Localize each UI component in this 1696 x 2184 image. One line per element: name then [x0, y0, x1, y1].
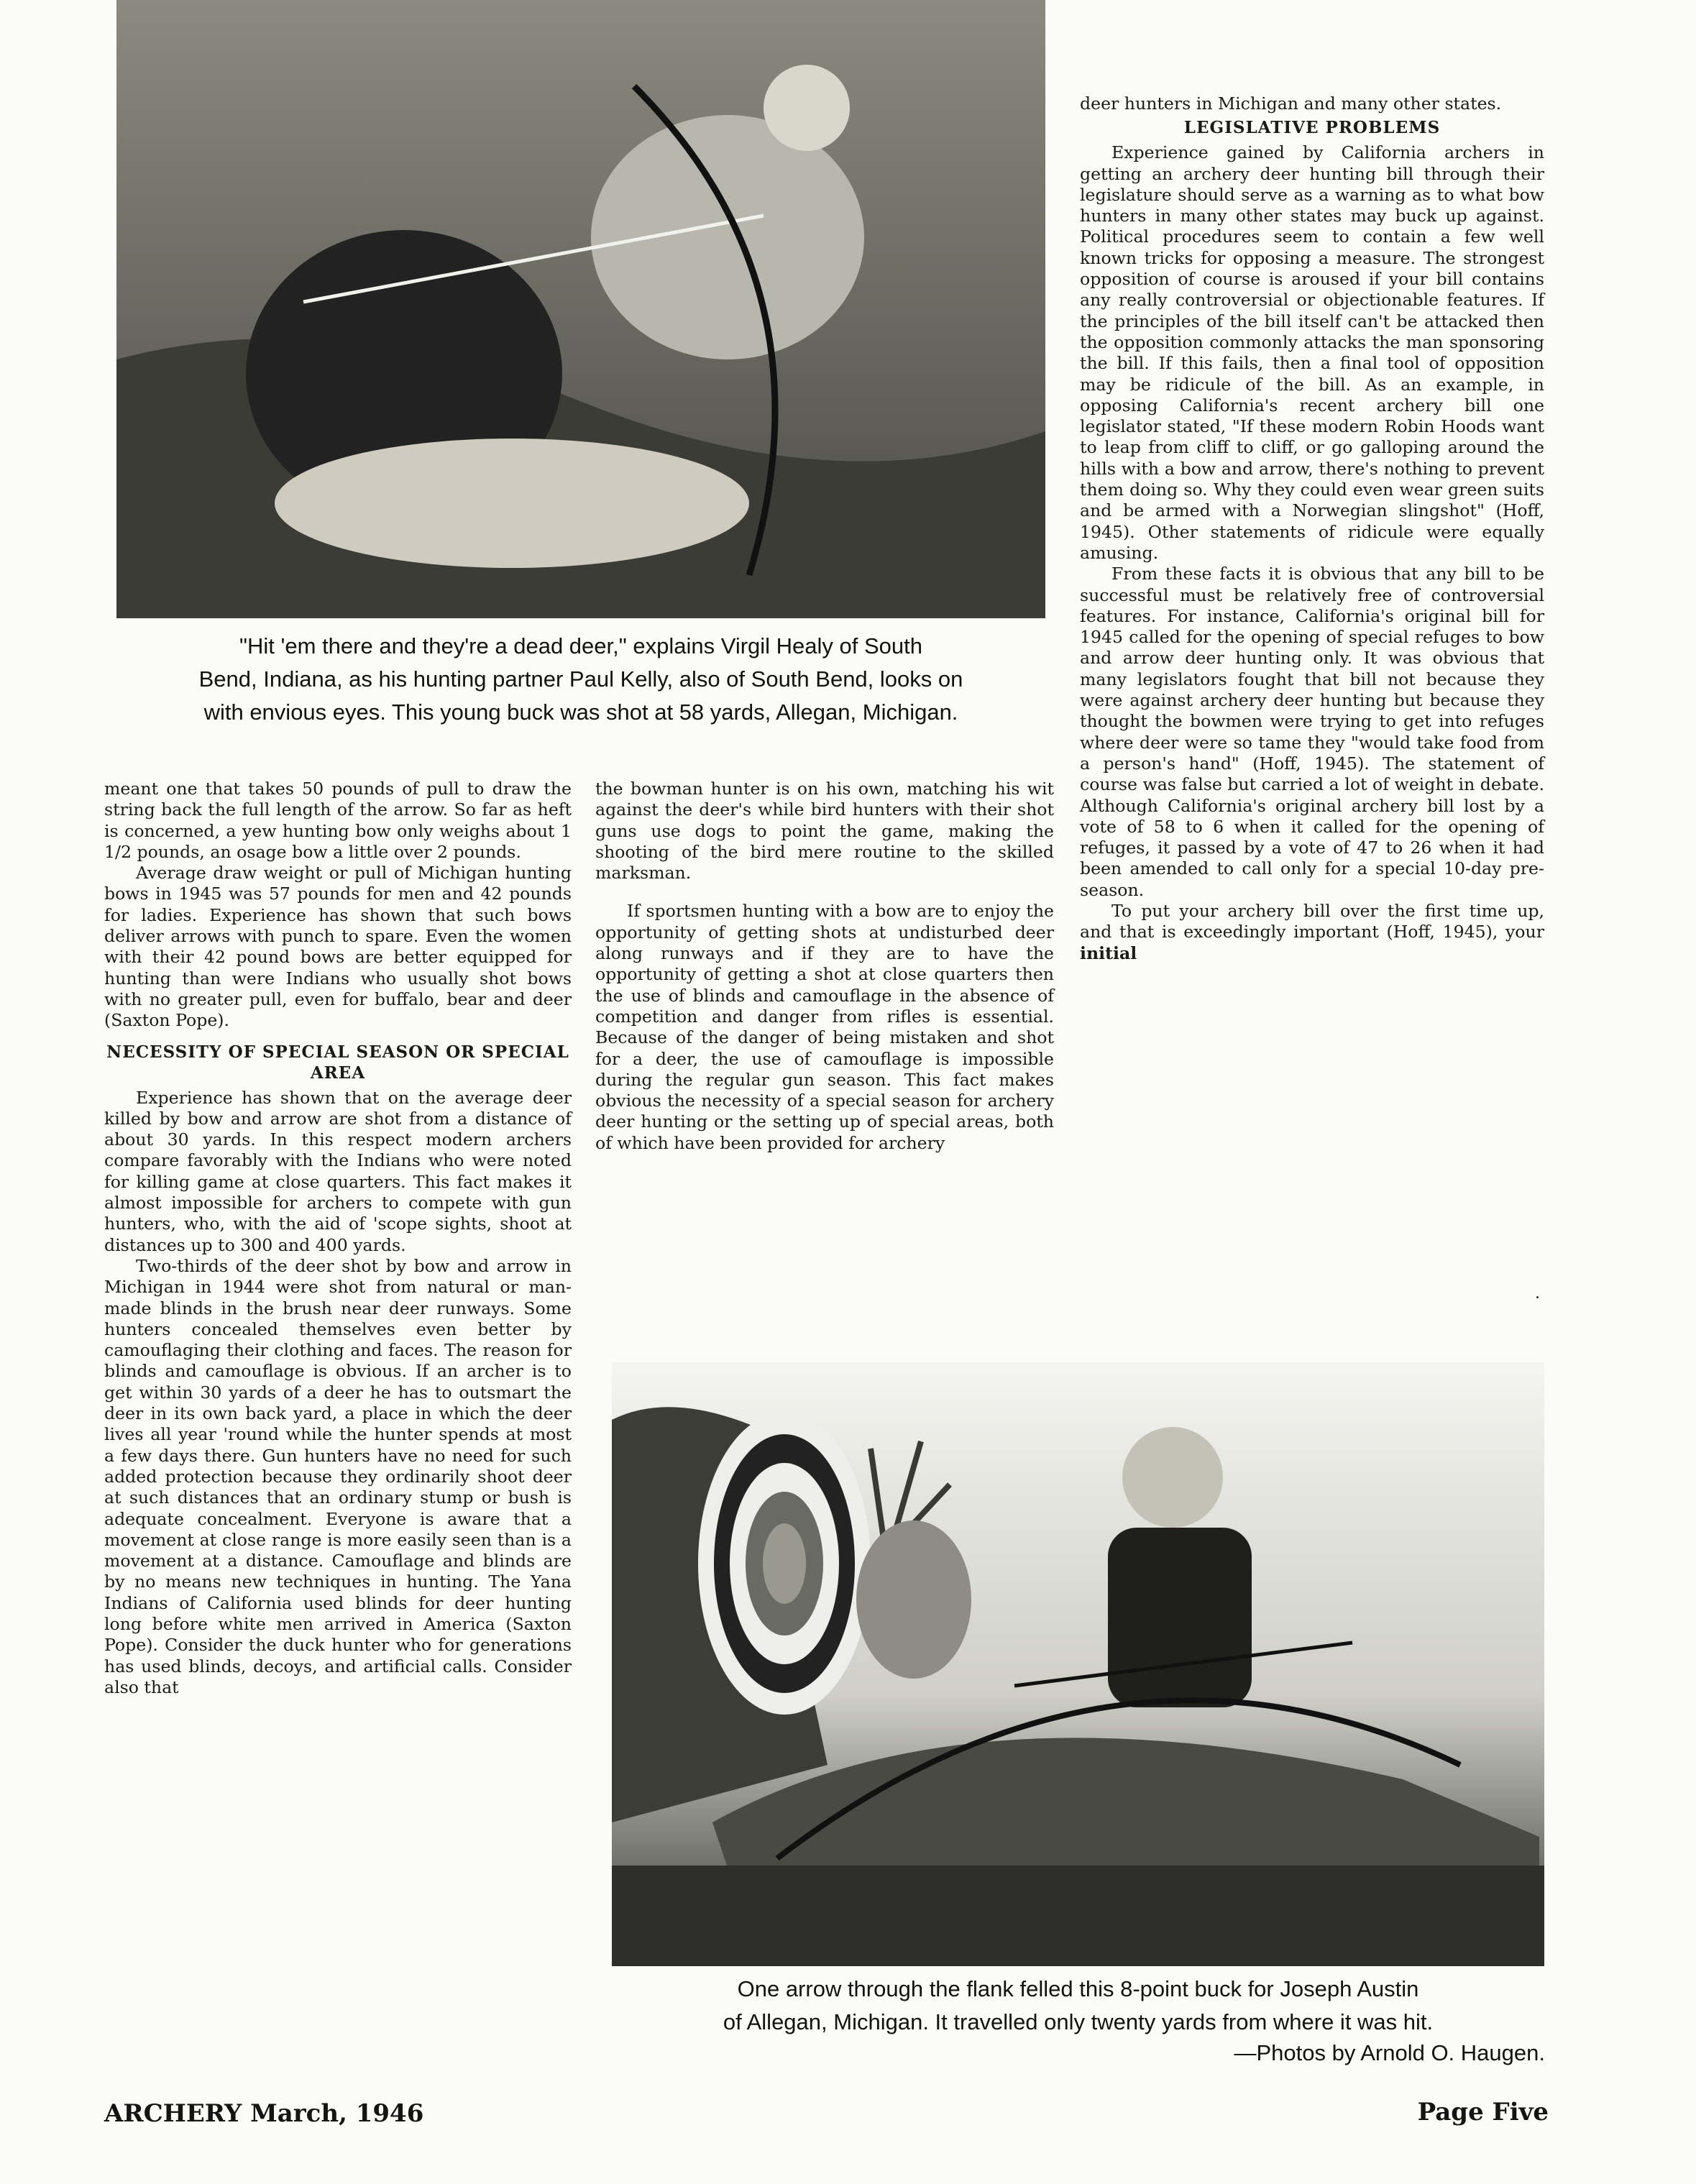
- issue-date: March, 1946: [250, 2099, 424, 2128]
- text-run: To put your archery bill over the first time up, and that is exceedingly important (Hoff, 1945), your: [1080, 900, 1544, 942]
- caption-line: of Allegan, Michigan. It travelled only twenty yards from where it was hit.: [723, 2009, 1434, 2034]
- bottom-photo-caption: [612, 1973, 1544, 2039]
- paragraph: Experience gained by California archers in getting an archery deer hunting bill through their legislature should serve as a warning as to what bow hunters in many other states may buck up against. Political procedures seem to contain a few well known tricks for opposing a measure. The strongest opposition of course is aroused if your bill contains any really controversial or objectionable features. If the principles of the bill itself can't be attacked then the opposition commonly attacks the man sponsoring the bill. If this fails, then a final tool of opposition may be ridicule of the bill. As an example, in opposing California's recent archery bill one legislator stated, "If these modern Robin Hoods want to leap from cliff to cliff, or go galloping around the hills with a bow and arrow, there's nothing to prevent them doing so. Why they could even wear green suits and be armed with a Norwegian slingshot" (Hoff, 1945). Other statements of ridicule were equally amusing.: [1080, 142, 1544, 563]
- paragraph: Average draw weight or pull of Michigan hunting bows in 1945 was 57 pounds for men and 42 pounds for ladies. Experience has shown that such bows deliver arrows with punch to spare. Even the women with their 42 pound bows are better equipped for hunting than were Indians who usually shot bows with no greater pull, even for buffalo, bear and deer (Saxton Pope).: [104, 863, 572, 1031]
- top-photo: [116, 0, 1045, 618]
- page-number: Page Five: [1417, 2098, 1549, 2126]
- caption-line: "Hit 'em there and they're a dead deer," explains Virgil Healy of South: [239, 633, 923, 659]
- paragraph: meant one that takes 50 pounds of pull to draw the string back the full length of the arrow. So far as heft is concerned, a yew hunting bow only weighs about 1 1/2 pounds, an osage bow a little over 2 pounds.: [104, 779, 572, 862]
- magazine-name: ARCHERY: [104, 2099, 242, 2128]
- section-heading: LEGISLATIVE PROBLEMS: [1183, 118, 1441, 138]
- bottom-photo: [612, 1362, 1544, 1966]
- article-column-2: [595, 779, 1054, 1154]
- paragraph: If sportsmen hunting with a bow are to enjoy the opportunity of getting shots at undisturbed deer along runways and if they are to have the opportunity of getting a shot at close quarters then the use of blinds and camouflage in the absence of competition and danger from rifles is essential. Because of the danger of being mistaken and shot for a deer, the use of camouflage is impossible during the regular gun season. This fact makes obvious the necessity of a special season for archery deer hunting or the setting up of special areas, both of which have been provided for archery: [595, 901, 1054, 1153]
- article-column-1: [104, 779, 572, 1698]
- caption-line: Bend, Indiana, as his hunting partner Paul Kelly, also of South Bend, looks on: [198, 666, 963, 692]
- photo-credit: —Photos by Arnold O. Haugen.: [1234, 2040, 1545, 2065]
- caption-line: with envious eyes. This young buck was shot at 58 yards, Allegan, Michigan.: [203, 699, 958, 725]
- footer-issue: [104, 2099, 423, 2128]
- paragraph: Experience has shown that on the average deer killed by bow and arrow are shot from a distance of about 30 yards. In this respect modern archers compare favorably with the Indians who were noted for killing game at close quarters. This fact makes it almost impossible for archers to compete with gun hunters, who, with the aid of 'scope sights, shoot at distances up to 300 and 400 yards.: [104, 1087, 572, 1255]
- paragraph: [1080, 901, 1544, 964]
- article-column-3: [1080, 93, 1544, 964]
- paragraph: the bowman hunter is on his own, matching his wit against the deer's while bird hunters with their shot guns use dogs to point the game, making the shooting of the bird mere routine to the skilled marksman.: [595, 779, 1054, 884]
- paragraph: Two-thirds of the deer shot by bow and arrow in Michigan in 1944 were shot from natural or man-made blinds in the brush near deer runways. Some hunters concealed themselves even better by camouflaging their clothing and faces. The reason for blinds and camouflage is obvious. If an archer is to get within 30 yards of a deer he has to outsmart the deer in its own back yard, a place in which the deer lives all year 'round while the hunter spends at most a few days there. Gun hunters have no need for such added protection because they ordinarily shoot deer at such distances that an ordinary stump or bush is adequate concealment. Everyone is aware that a movement at close range is more easily seen than is a movement at a distance. Camouflage and blinds are by no means new techniques in hunting. The Yana Indians of California used blinds for deer hunting long before white men arrived in America (Saxton Pope). Consider the duck hunter who for generations has used blinds, decoys, and artificial calls. Consider also that: [104, 1255, 572, 1697]
- paragraph: From these facts it is obvious that any bill to be successful must be relatively free of controversial features. For instance, California's original bill for 1945 called for the opening of special refuges to bow and arrow deer hunting only. It was obvious that many legislators fought that bill not because they were against archery deer hunting but because they thought the bowmen were trying to get into refuges where deer were so tame they "would take food from a person's hand" (Hoff, 1945). The statement of course was false but carried a lot of weight in debate. Although California's original archery bill lost by a vote of 58 to 6 when it called for the opening of refuges, it passed by a vote of 47 to 26 when it had been amended to call only for a special 10-day pre-season.: [1080, 564, 1544, 900]
- scan-mark: ˙: [1533, 1294, 1542, 1316]
- section-heading: NECESSITY OF SPECIAL SEASON OR SPECIAL AREA: [106, 1042, 569, 1083]
- caption-line: One arrow through the flank felled this 8-point buck for Joseph Austin: [737, 1976, 1419, 2001]
- paragraph: deer hunters in Michigan and many other states.: [1080, 93, 1502, 114]
- text-run-bold: initial: [1080, 942, 1137, 963]
- top-photo-caption: [116, 630, 1045, 729]
